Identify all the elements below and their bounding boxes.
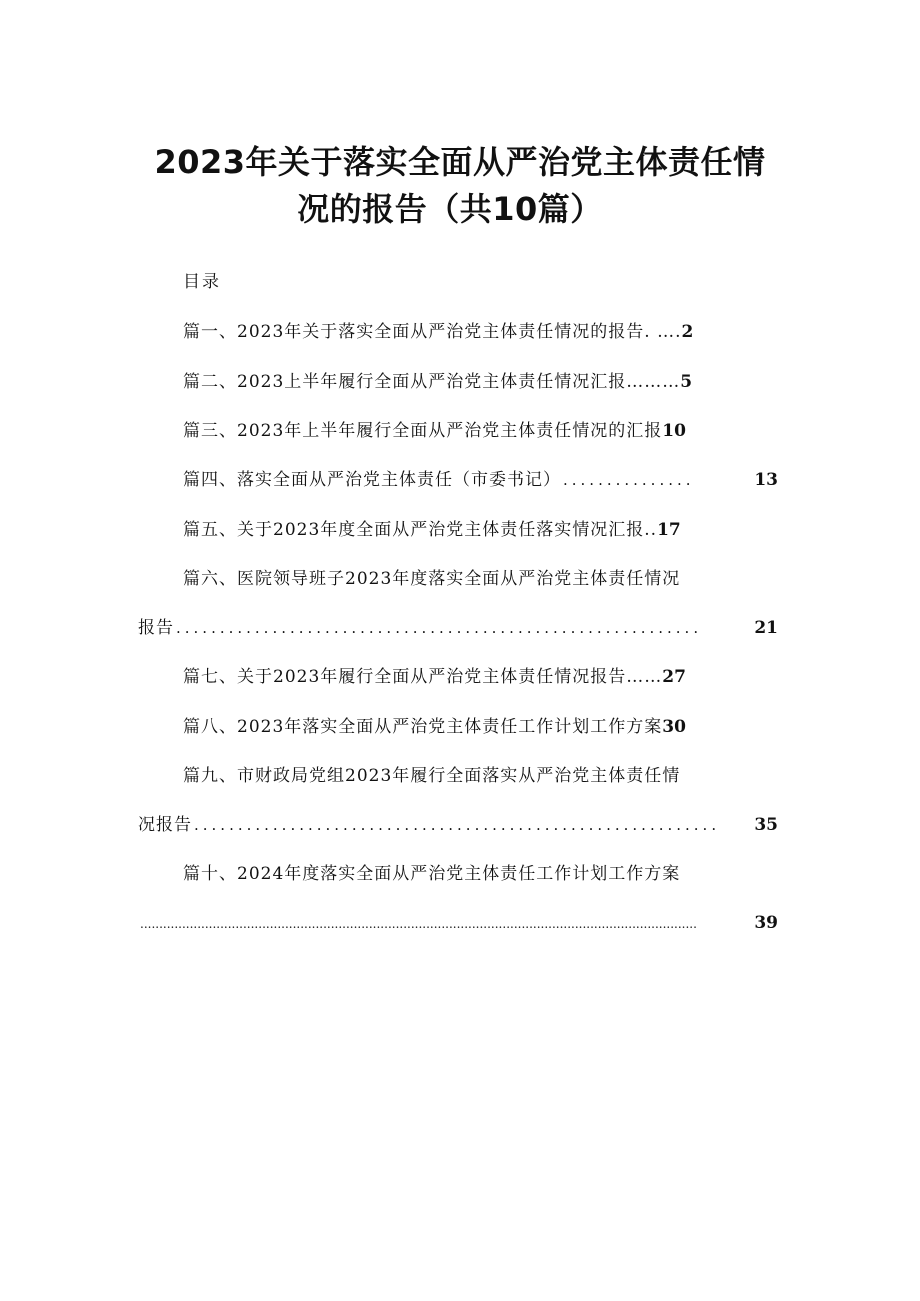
toc-entry-text: 篇七、关于2023年履行全面从严治党主体责任情况报告…… [183, 667, 663, 687]
toc-entry-text-cont: 报告 [138, 618, 174, 638]
toc-entry-8 [183, 715, 686, 739]
toc-entry-text: 篇六、医院领导班子2023年度落实全面从严治党主体责任情况 [183, 569, 681, 589]
toc-entry-page: 2 [681, 322, 694, 342]
toc-entry-9 [183, 764, 680, 788]
toc-entry-text: 篇一、2023年关于落实全面从严治党主体责任情况的报告. …. [183, 322, 682, 342]
document-title-line-2: 况的报告（共10篇） [297, 190, 603, 228]
toc-entry-page: 39 [754, 913, 778, 933]
toc-leader-dots: .................................................................................................................................................. [140, 917, 697, 931]
toc-heading: 目录 [183, 272, 221, 292]
toc-entry-text: 篇四、落实全面从严治党主体责任（市委书记） [183, 470, 561, 490]
toc-entry-page: 21 [754, 618, 778, 638]
toc-leader-dots: ............... [563, 471, 695, 489]
toc-entry-page: 13 [754, 470, 778, 490]
toc-entry-5 [183, 518, 681, 542]
toc-entry-3 [183, 419, 686, 443]
toc-entry-4 [183, 468, 778, 492]
toc-entry-7 [183, 665, 686, 689]
document-title-line-1: 2023年关于落实全面从严治党主体责任情 [154, 143, 766, 181]
toc-entry-page: 35 [754, 815, 778, 835]
toc-leader-dots: ............................................................ [176, 619, 703, 637]
toc-entry-text-cont: 况报告 [138, 815, 192, 835]
toc-entry-text: 篇五、关于2023年度全面从严治党主体责任落实情况汇报.. [183, 520, 658, 540]
toc-entry-page: 10 [662, 421, 686, 441]
toc-entry-9-continued [138, 813, 778, 837]
toc-entry-text: 篇十、2024年度落实全面从严治党主体责任工作计划工作方案 [183, 864, 681, 884]
toc-entry-page: 27 [662, 667, 686, 687]
toc-entry-page: 30 [662, 717, 686, 737]
toc-entry-text: 篇九、市财政局党组2023年履行全面落实从严治党主体责任情 [183, 766, 681, 786]
toc-entry-page: 17 [657, 520, 681, 540]
toc-entry-text: 篇三、2023年上半年履行全面从严治党主体责任情况的汇报 [183, 421, 663, 441]
toc-entry-6-continued [138, 616, 778, 640]
toc-entry-text: 篇八、2023年落实全面从严治党主体责任工作计划工作方案 [183, 717, 663, 737]
toc-entry-10 [183, 862, 680, 886]
toc-entry-1 [183, 320, 693, 344]
toc-entry-text: 篇二、2023上半年履行全面从严治党主体责任情况汇报……… [183, 372, 681, 392]
toc-entry-6 [183, 567, 680, 591]
toc-entry-page: 5 [680, 372, 693, 392]
toc-leader-dots: ............................................................ [194, 816, 721, 834]
toc-entry-2 [183, 370, 692, 394]
toc-entry-10-continued [138, 911, 778, 936]
